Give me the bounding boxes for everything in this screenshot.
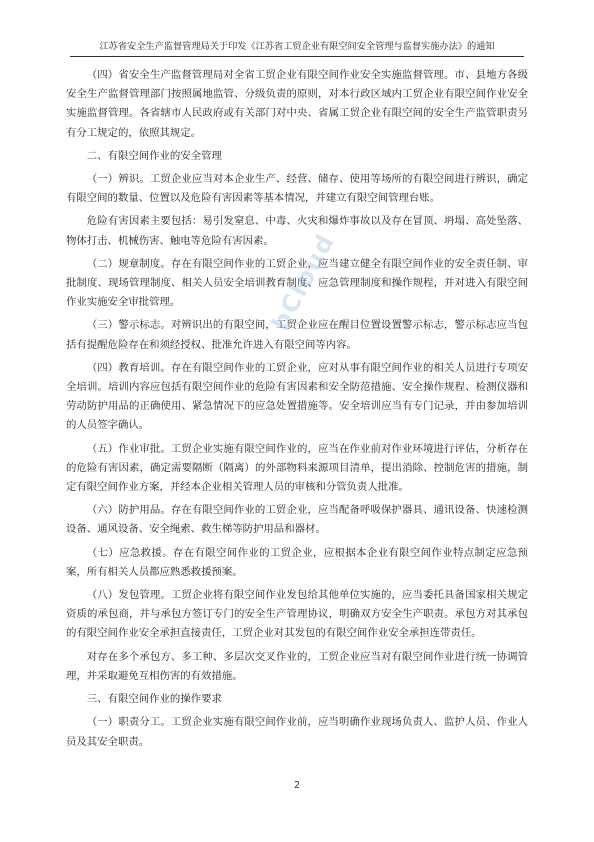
watermark-text: bCloud [266,228,341,336]
paragraph-work-approval: （五）作业审批。工贸企业实施有限空间作业的，应当在作业前对作业环境进行评估，分析存在的危险有害因素，确定需要隔断（隔离）的外部物料来源项目清单，提出消除、控制危害的措施，制定有限空间作业方案，并经本企业相关管理人员的审核和分管负责人批准。 [66,442,528,494]
paragraph-hazard-factors: 危险有害因素主要包括：易引发窒息、中毒、火灾和爆炸事故以及存在冒顶、坍塌、高处坠落、物体打击、机械伤害、触电等危险有害因素。 [66,215,528,247]
section-heading-operation-requirements: 三、有限空间作业的操作要求 [86,693,222,706]
paragraph-identification: （一）辨识。工贸企业应当对本企业生产、经营、储存、使用等场所的有限空间进行辨识，确定有限空间的数量、位置以及危险有害因素等基本情况，并建立有限空间管理台账。 [66,173,528,205]
paragraph-emergency-rescue: （七）应急救援。存在有限空间作业的工贸企业，应根据本企业有限空间作业特点制定应急预案，所有相关人员都应熟悉救援预案。 [66,546,528,578]
paragraph-contract-management: （八）发包管理。工贸企业将有限空间作业发包给其他单位实施的，应当委托具备国家相关规定资质的承包商，并与承包方签订专门的安全生产管理协议，明确双方安全生产职责。承包方对其承包的有限空间作业安全承担直接责任，工贸企业对其发包的有限空间作业安全承担连带责任。 [66,589,528,640]
page-header-title: 江苏省安全生产监督管理局关于印发《江苏省工贸企业有限空间安全管理与监督实施办法》的通知 [99,41,495,52]
document-body [66,66,528,756]
paragraph-coordination: 对存在多个承包方、多工种、多层次交叉作业的，工贸企业应当对有限空间作业进行统一协调管理，并采取避免互相伤害的有效措施。 [66,650,528,682]
paragraph-warning-signs: （三）警示标志。对辨识出的有限空间，工贸企业应在醒目位置设置警示标志，警示标志应当包括有提醒危险存在和须经授权、批准允许进入有限空间等内容。 [66,319,528,351]
section-heading-safety-management: 二、有限空间作业的安全管理 [86,149,222,162]
page-number: 2 [293,780,301,791]
paragraph-rules-and-regulations: （二）规章制度。存在有限空间作业的工贸企业，应当建立健全有限空间作业的安全责任制、审批制度、现场管理制度、相关人员安全培训教育制度、应急管理制度和操作规程，并对进入有限空间作业实施安全审批管理。 [66,257,528,309]
header-divider [70,56,524,57]
paragraph-education-training: （四）教育培训。存在有限空间作业的工贸企业，应对从事有限空间作业的相关人员进行专项安全培训。培训内容应包括有限空间作业的危险有害因素和安全防范措施、安全操作规程、检测仪器和劳动防护用品的正确使用、紧急情况下的应急处置措施等。安全培训应当有专门记录，并由参加培训的人员签字确认。 [66,361,528,432]
paragraph-division-of-duties: （一）职责分工。工贸企业实施有限空间作业前，应当明确作业现场负责人、监护人员、作业人员及其安全职责。 [66,716,528,748]
paragraph-supervision-duties: （四）省安全生产监督管理局对全省工贸企业有限空间作业安全实施监督管理。市、县地方各级安全生产监督管理部门按照属地监管、分级负责的原则，对本行政区域内工贸企业有限空间作业安全实施监督管理。各省辖市人民政府或有关部门对中央、省属工贸企业有限空间的安全生产监管职责另有分工规定的，依照其规定。 [66,69,528,139]
paragraph-protective-equipment: （六）防护用品。存在有限空间作业的工贸企业，应当配备呼吸保护器具、通讯设备、快速检测设备、通风设备、安全绳索、救生梯等防护用品和器材。 [66,504,528,536]
